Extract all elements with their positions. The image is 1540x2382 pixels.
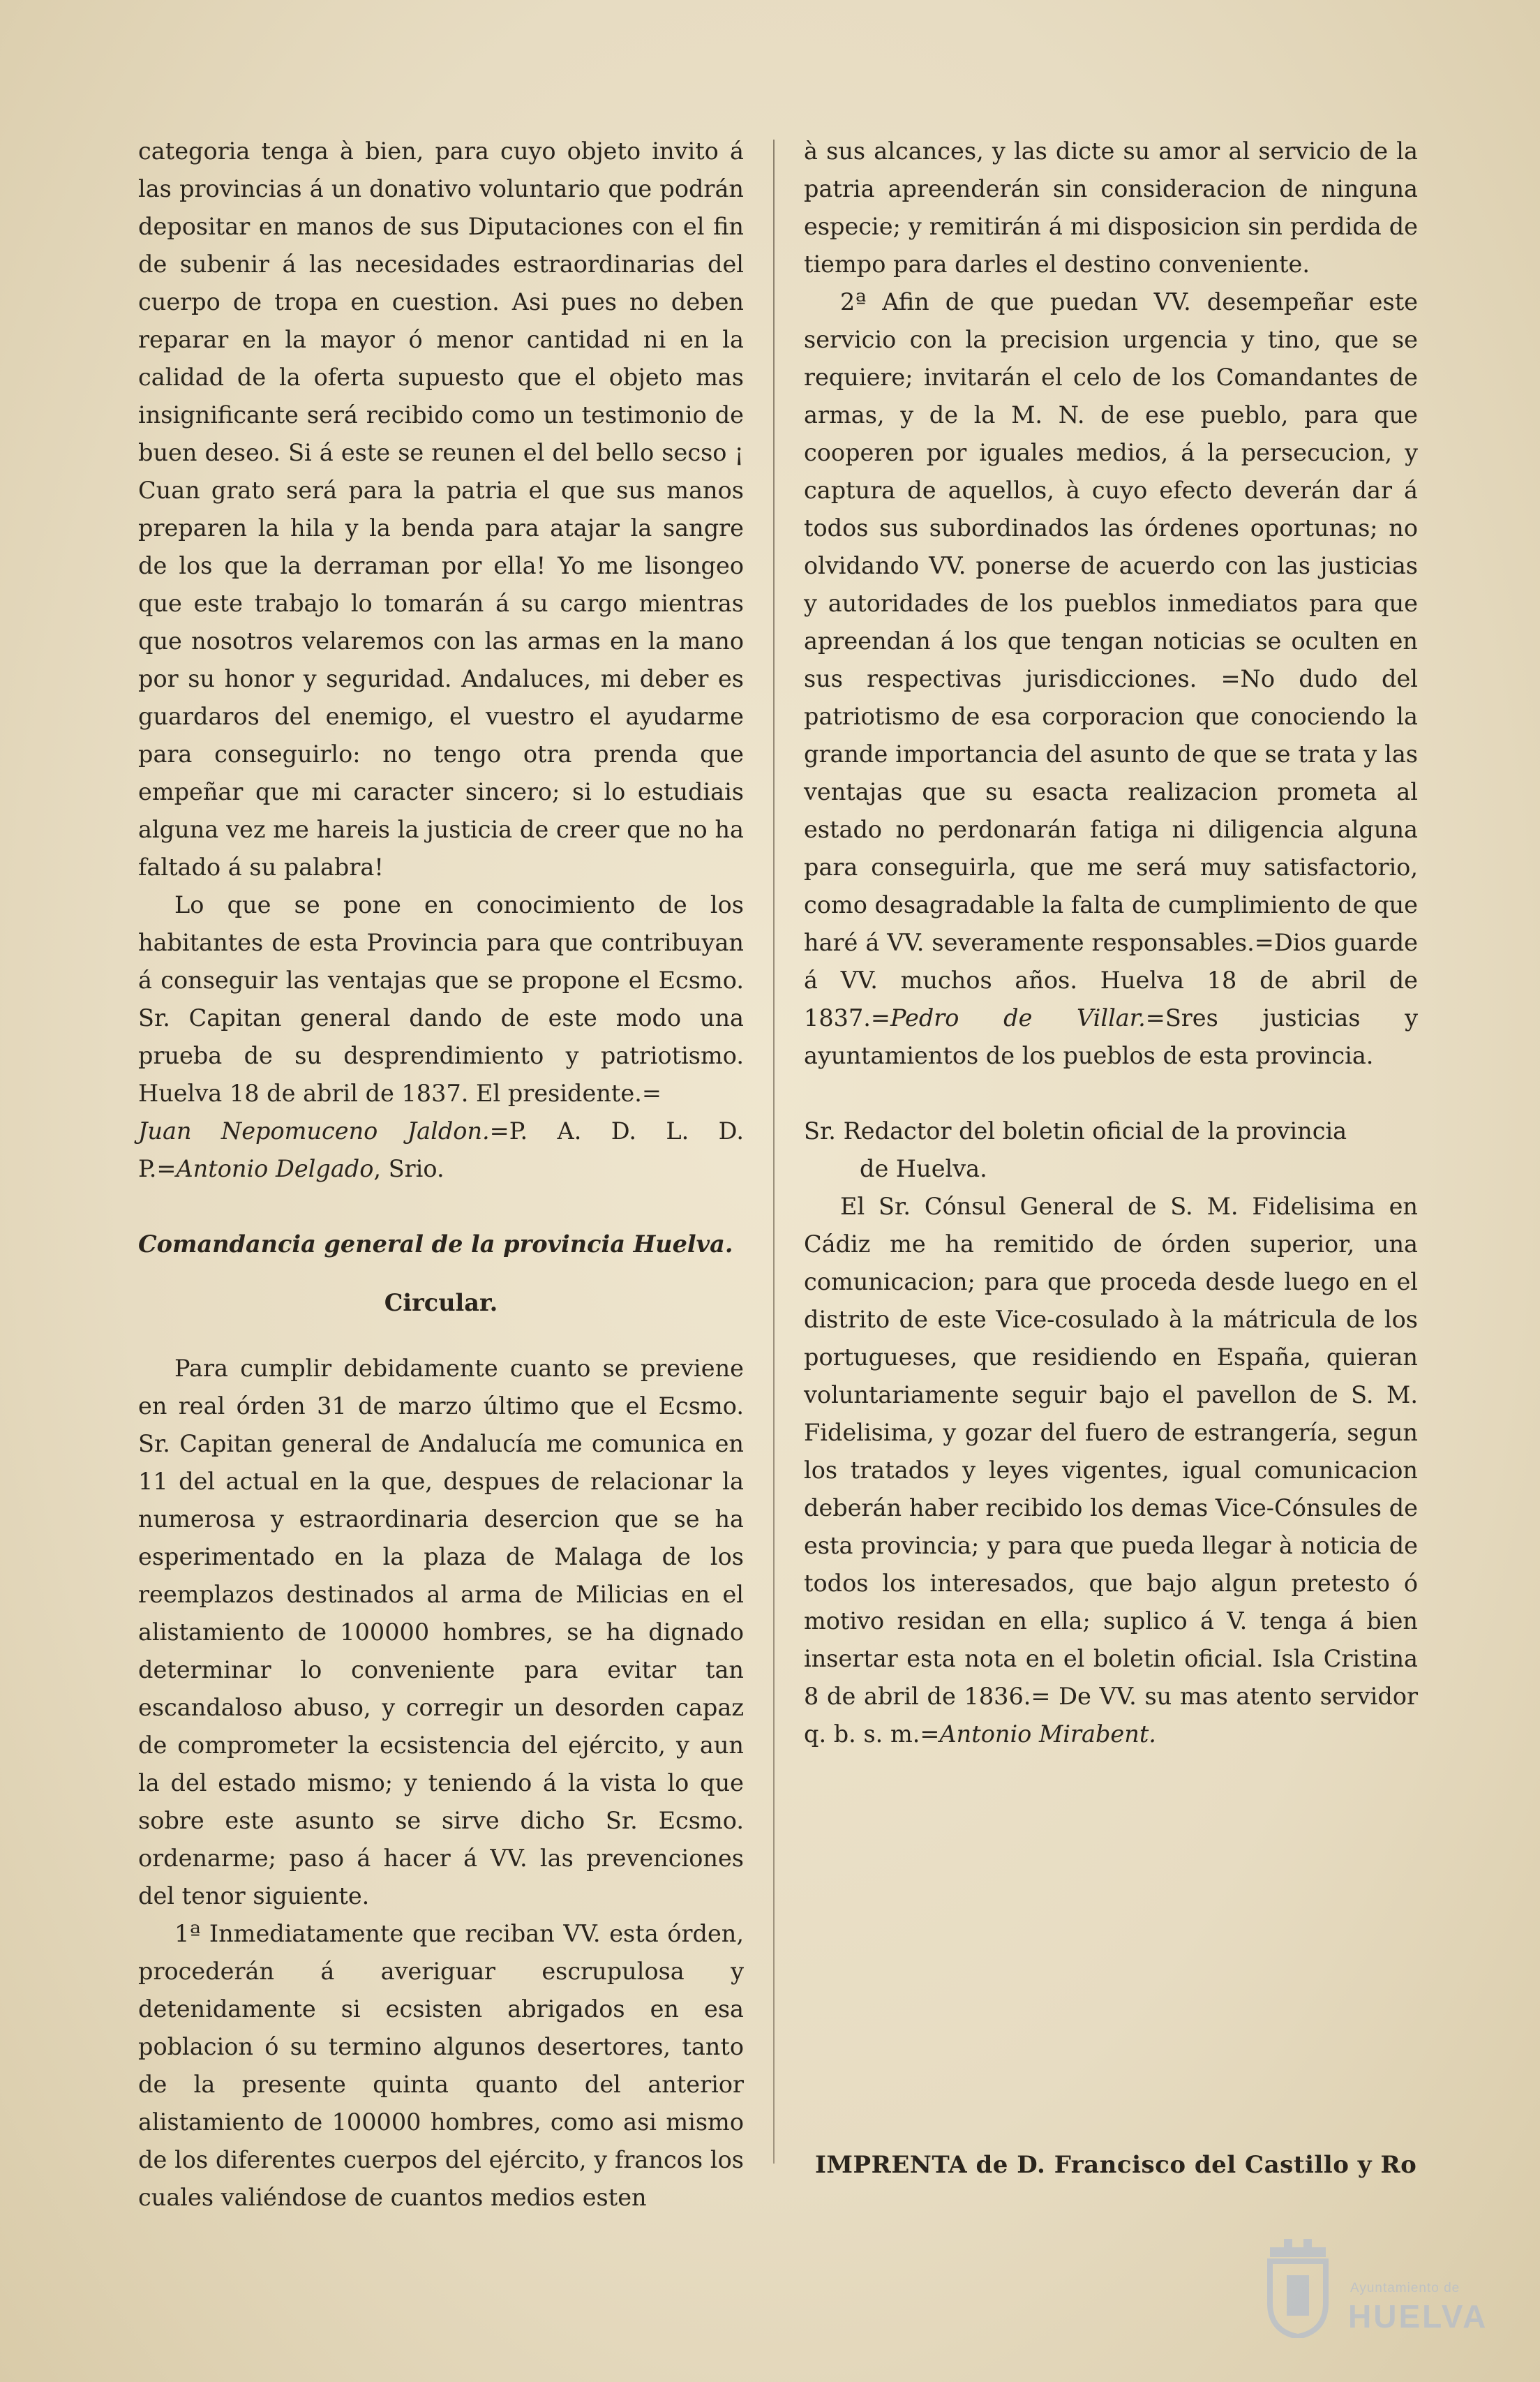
printer-imprint: IMPRENTA de D. Francisco del Castillo y Ro <box>815 2151 1417 2179</box>
signature-jaldon: Juan Nepomuceno Jaldon. <box>138 1117 490 1145</box>
signature-mirabent: Antonio Mirabent. <box>939 1720 1156 1748</box>
spacer <box>804 1075 1418 1112</box>
city-crest-icon <box>1256 2226 1340 2338</box>
paragraph-conocimiento: Lo que se pone en conocimiento de los habitantes de esta Provincia para que contribuyan á conseguir las ventajas que se propone el Ecsmo. Sr. Capitan general dando de este modo una prueba de su desprendimiento y patriotismo. Huelva 18 de abril de 1837. El presidente.= <box>138 891 744 1107</box>
signature-delgado: Antonio Delgado <box>176 1155 374 1182</box>
right-column <box>804 133 1418 1753</box>
left-column <box>138 133 744 2217</box>
watermark-main-text: HUELVA <box>1348 2298 1488 2335</box>
circular-title: Circular. <box>384 1289 498 1316</box>
paragraph-continuation: à sus alcances, y las dicte su amor al servicio de la patria apreenderán sin consideracion de ninguna especie; y remitirán á mi disposicion sin perdida de tiempo para darles el destino conveniente. <box>804 137 1418 278</box>
signature-line: Juan Nepomuceno Jaldon.=P. A. D. L. D. P.=Antonio Delgado, Srio. <box>138 1117 744 1182</box>
signature-villar: Pedro de Villar. <box>890 1004 1146 1032</box>
watermark-logo <box>1256 2226 1486 2345</box>
column-divider <box>773 140 775 2164</box>
section-heading: Comandancia general de la provincia Huelva. <box>138 1230 733 1258</box>
paragraph-consul: El Sr. Cónsul General de S. M. Fidelisima en Cádiz me ha remitido de órden superior, una comunicacion; para que proceda desde luego en el distrito de este Vice-cosulado à la mátricula de los portugueses, que residiendo en España, quieran voluntariamente seguir bajo el pavellon de S. M. Fidelisima, y gozar del fuero de estrangería, segun los tratados y leyes vigentes, igual comunicacion deberán haber recibido los demas Vice-Cónsules de esta provincia; y para que pueda llegar à noticia de todos los interesados, que bajo algun pretesto ó motivo residan en ella; suplico á V. tenga á bien insertar esta nota en el boletin oficial. Isla Cristina 8 de abril de 1836.= De VV. su mas atento servidor q. b. s. m.=Antonio Mirabent. <box>804 1193 1418 1748</box>
paragraph-donativo: categoria tenga à bien, para cuyo objeto invito á las provincias á un donativo voluntario que podrán depositar en manos de sus Diputaciones con el fin de subenir á las necesidades estraordinarias del cuerpo de tropa en cuestion. Asi pues no deben reparar en la mayor ó menor cantidad ni en la calidad de la oferta supuesto que el objeto mas insignificante será recibido como un testimonio de buen deseo. Si á este se reunen el del bello secso ¡ Cuan grato será para la patria el que sus manos preparen la hila y la benda para atajar la sangre de los que la derraman por ella! Yo me lisongeo que este trabajo lo tomarán á su cargo mientras que nosotros velaremos con las armas en la mano por su honor y seguridad. Andaluces, mi deber es guardaros del enemigo, el vuestro el ayudarme para conseguirlo: no tengo otra prenda que empeñar que mi caracter sincero; si lo estudiais alguna vez me hareis la justicia de creer que no ha faltado á su palabra! <box>138 137 744 881</box>
address-line-1: Sr. Redactor del boletin oficial de la provincia <box>804 1117 1347 1145</box>
address-line-2: de Huelva. <box>860 1155 987 1182</box>
watermark-top-text: Ayuntamiento de <box>1350 2281 1460 2295</box>
paragraph-item-1: 1ª Inmediatamente que reciban VV. esta órden, procederán á averiguar escrupulosa y detenidamente si ecsisten abrigados en esa poblacion ó su termino algunos desertores, tanto de la presente quinta quanto del anterior alistamiento de 100000 hombres, como asi mismo de los diferentes cuerpos del ejército, y francos los cuales valiéndose de cuantos medios esten <box>138 1920 744 2211</box>
paragraph-item-2: 2ª Afin de que puedan VV. desempeñar este servicio con la precision urgencia y tino, que se requiere; invitarán el celo de los Comandantes de armas, y de la M. N. de ese pueblo, para que cooperen por iguales medios, á la persecucion, y captura de aquellos, à cuyo efecto deverán dar á todos sus subordinados las órdenes oportunas; no olvidando VV. ponerse de acuerdo con las justicias y autoridades de los pueblos inmediatos para que apreendan á los que tengan noticias se oculten en sus respectivas jurisdicciones. =No dudo del patriotismo de esa corporacion que conociendo la grande importancia del asunto de que se trata y las ventajas que su esacta realizacion prometa al estado no perdonarán fatiga ni diligencia alguna para conseguirla, que me será muy satisfactorio, como desagradable la falta de cumplimiento de que haré á VV. severamente responsables.=Dios guarde á VV. muchos años. Huelva 18 de abril de 1837.=Pedro de Villar.=Sres justicias y ayuntamientos de los pueblos de esta provincia. <box>804 288 1418 1069</box>
paragraph-circular: Para cumplir debidamente cuanto se previene en real órden 31 de marzo último que el Ecsmo. Sr. Capitan general de Andalucía me comunica en 11 del actual en la que, despues de relacionar la numerosa y estraordinaria desercion que se ha esperimentado en la plaza de Malaga de los reemplazos destinados al arma de Milicias en el alistamiento de 100000 hombres, se ha dignado determinar lo conveniente para evitar tan escandaloso abuso, y corregir un desorden capaz de comprometer la ecsistencia del ejército, y aun la del estado mismo; y teniendo á la vista lo que sobre este asunto se sirve dicho Sr. Ecsmo. ordenarme; paso á hacer á VV. las prevenciones del tenor siguiente. <box>138 1355 744 1910</box>
